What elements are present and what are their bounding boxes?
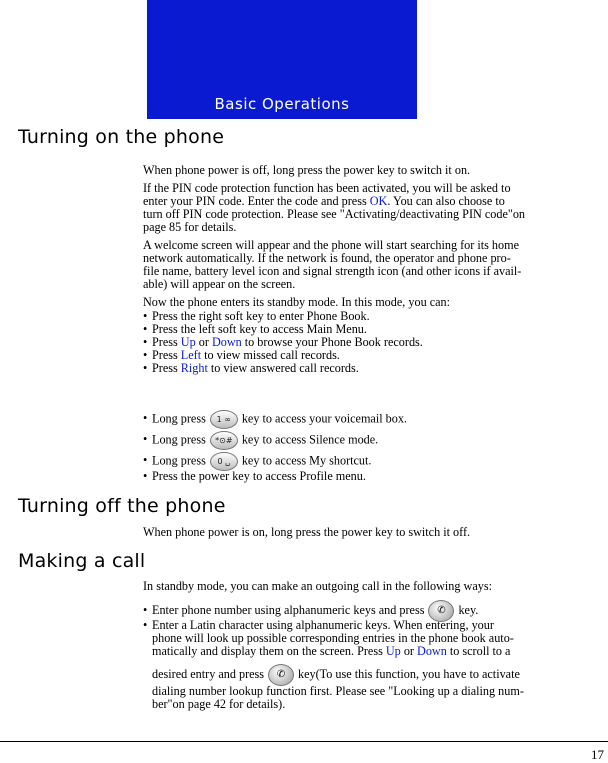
list-item: • Press Up or Down to browse your Phone Book records. [143,335,423,349]
paragraph-line: able) will appear on the screen. [143,277,296,291]
paragraph: Now the phone enters its standby mode. In this mode, you can: [143,295,451,309]
paragraph: When phone power is on, long press the power key to switch it off. [143,525,471,539]
list-item-line: desired entry and press ✆ key(To use this function, you have to activate [152,664,604,686]
paragraph-line: page 85 for details. [143,220,237,234]
heading-turning-off: Turning off the phone [18,495,226,517]
paragraph: In standby mode, you can make an outgoing call in the following ways: [143,579,492,593]
key-1-voicemail-icon: 1 ∞ [210,410,238,429]
paragraph-line: If the PIN code protection function has been activated, you will be asked to [143,181,511,195]
keyword-down: Down [417,644,447,658]
heading-turning-on: Turning on the phone [18,126,225,148]
list-item-line: dialing number lookup function first. Please see "Looking up a dialing num- [152,684,524,698]
list-item-line: ber"on page 42 for details). [152,697,286,711]
paragraph-line: turn off PIN code protection. Please see "Activating/deactivating PIN code"on [143,207,526,221]
list-item: • Press the right soft key to enter Phone Book. [143,309,370,323]
paragraph-line: network automatically. If the network is found, the operator and phone pro- [143,251,511,265]
paragraph-line: A welcome screen will appear and the phone will start searching for its home [143,238,519,252]
list-item: • Press Left to view missed call records. [143,348,340,362]
heading-making-call: Making a call [18,550,146,572]
keyword-right: Right [180,361,208,375]
key-star-hash-icon: *⊙# [210,431,238,450]
key-0-space-icon: 0 ␣ [210,452,238,471]
paragraph: When phone power is off, long press the power key to switch it on. [143,163,471,177]
paragraph-line: enter your PIN code. Enter the code and press OK. You can also choose to [143,194,505,208]
list-item: • Enter phone number using alphanumeric keys and press ✆ key. [143,600,605,622]
list-item: • Press Right to view answered call records. [143,361,359,375]
list-item: • Enter a Latin character using alphanumeric keys. When entering, your [143,618,494,632]
list-item: • Long press 0 ␣ key to access My shortcut. [143,452,605,471]
list-item-line: matically and display them on the screen. Press Up or Down to scroll to a [152,644,511,658]
list-item: • Long press 1 ∞ key to access your voicemail box. [143,410,605,429]
keyword-up: Up [180,335,196,349]
paragraph-line: file name, battery level icon and signal strength icon (and other icons if avail- [143,264,522,278]
call-key-icon: ✆ [428,600,454,622]
footer-divider [0,741,608,742]
call-key-icon: ✆ [268,664,294,686]
keyword-up: Up [385,644,401,658]
list-item: • Press the power key to access Profile menu. [143,469,366,483]
list-item: • Press the left soft key to access Main Menu. [143,322,367,336]
header-banner [147,0,417,119]
list-item-line: phone will look up possible corresponding entries in the phone book auto- [152,631,514,645]
keyword-left: Left [180,348,202,362]
list-item: • Long press *⊙# key to access Silence mode. [143,431,605,450]
page-number: 17 [591,747,604,762]
keyword-ok: OK [369,194,388,208]
header-title: Basic Operations [214,95,350,113]
keyword-down: Down [211,335,242,349]
